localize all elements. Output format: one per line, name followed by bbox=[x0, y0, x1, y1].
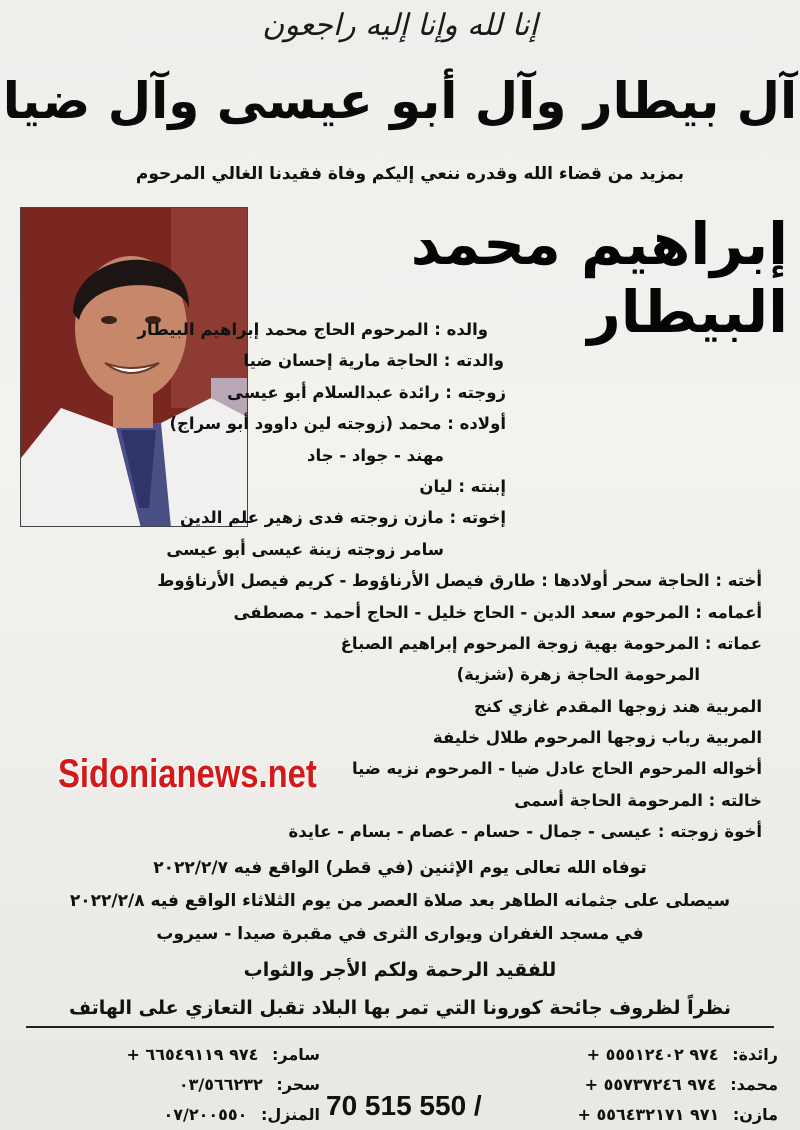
landline-extra-number: 70 515 550 / bbox=[326, 1090, 482, 1121]
contact-row bbox=[30, 1040, 320, 1070]
covid-notice: نظراً لظروف جائحة كورونا التي تمر بها البلاد تقبل التعازي على الهاتف bbox=[68, 997, 732, 1019]
contact-name: مازن: bbox=[732, 1105, 778, 1124]
contact-name: محمد: bbox=[730, 1075, 778, 1094]
detail-maternal-aunt: خالته : المرحومة الحاجة أسمى bbox=[514, 790, 762, 810]
detail-wife-siblings: أخوة زوجته : عيسى - جمال - حسام - عصام - بسام - عايدة bbox=[288, 822, 762, 842]
detail-brothers: إخوته : مازن زوجته فدى زهير علم الدين bbox=[179, 508, 506, 528]
contact-number: + ٩٧٤ ٥٥٧٣٧٢٤٦ bbox=[584, 1075, 717, 1094]
contact-name: رائدة: bbox=[732, 1045, 778, 1064]
detail-mother: والدته : الحاجة مارية إحسان ضيا bbox=[243, 351, 504, 371]
contact-number: + ٩٧٤ ٥٥٥١٢٤٠٢ bbox=[586, 1045, 719, 1064]
detail-brothers-cont: سامر زوجته زينة عيسى أبو عيسى bbox=[166, 539, 444, 559]
detail-father: والده : المرحوم الحاج محمد إبراهيم البيطار bbox=[137, 320, 488, 339]
blessing-line: للفقيد الرحمة ولكم الأجر والثواب bbox=[243, 959, 557, 981]
families-title: آل بيطار وآل أبو عيسى وآل ضيا bbox=[2, 72, 798, 130]
contact-row bbox=[488, 1040, 778, 1070]
contact-name: المنزل: bbox=[261, 1105, 320, 1124]
contact-row bbox=[488, 1100, 778, 1130]
contact-name: سامر: bbox=[272, 1045, 320, 1064]
contact-name: سحر: bbox=[276, 1075, 320, 1094]
detail-sister: أخته : الحاجة سحر أولادها : طارق فيصل الأرناؤوط - كريم فيصل الأرناؤوط bbox=[157, 571, 762, 591]
contact-number: + ٩٧١ ٥٥٦٤٣٢١٧١ bbox=[577, 1105, 720, 1124]
quran-verse: إنا لله وإنا إليه راجعون bbox=[262, 8, 538, 43]
contact-row bbox=[30, 1100, 320, 1130]
death-date-line: توفاه الله تعالى يوم الإثنين (في قطر) الواقع فيه ٢٠٢٢/٢/٧ bbox=[153, 858, 647, 878]
detail-sons: أولاده : محمد (زوجته لين داوود أبو سراج) bbox=[169, 414, 506, 434]
detail-aunts: عماته : المرحومة بهية زوجة المرحوم إبراهيم الصباغ bbox=[340, 633, 762, 653]
watermark-logo: Sidonianews.net bbox=[58, 752, 317, 796]
contacts-right-column bbox=[488, 1040, 778, 1130]
burial-line: في مسجد الغفران ويوارى الثرى في مقبرة صيدا - سيروب bbox=[156, 924, 644, 944]
detail-wife: زوجته : رائدة عبدالسلام أبو عيسى bbox=[227, 382, 506, 402]
funeral-prayer-line: سيصلى على جثمانه الطاهر بعد صلاة العصر من يوم الثلاثاء الواقع فيه ٢٠٢٢/٢/٨ bbox=[69, 891, 731, 911]
divider-line bbox=[26, 1026, 774, 1028]
detail-maternal-uncles: أخواله المرحوم الحاج عادل ضيا - المرحوم نزيه ضيا bbox=[351, 759, 762, 779]
detail-sons-cont: مهند - جواد - جاد bbox=[307, 445, 444, 465]
detail-uncles: أعمامه : المرحوم سعد الدين - الحاج خليل - الحاج أحمد - مصطفى bbox=[233, 602, 762, 622]
deceased-name: إبراهيم محمد البيطار bbox=[410, 210, 788, 346]
contact-number: ٠٣/٥٦٦٢٣٢ bbox=[178, 1075, 263, 1094]
contacts-left-column bbox=[30, 1040, 320, 1130]
contact-row bbox=[30, 1070, 320, 1100]
contact-number: ٠٧/٢٠٠٥٥٠ bbox=[163, 1105, 248, 1124]
detail-aunts-cont-3: المربية رباب زوجها المرحوم طلال خليفة bbox=[432, 728, 762, 748]
contact-number: + ٩٧٤ ٦٦٥٤٩١١٩ bbox=[126, 1045, 259, 1064]
intro-text: بمزيد من قضاء الله وقدره ننعي إليكم وفاة فقيدنا الغالي المرحوم bbox=[135, 164, 685, 184]
announcement-block bbox=[0, 852, 800, 1027]
detail-daughter: إبنته : ليان bbox=[419, 476, 506, 496]
detail-aunts-cont-1: المرحومة الحاجة زهرة (شزية) bbox=[456, 665, 700, 685]
detail-aunts-cont-2: المربية هند زوجها المقدم غازي كنج bbox=[473, 696, 762, 716]
contact-row bbox=[488, 1070, 778, 1100]
